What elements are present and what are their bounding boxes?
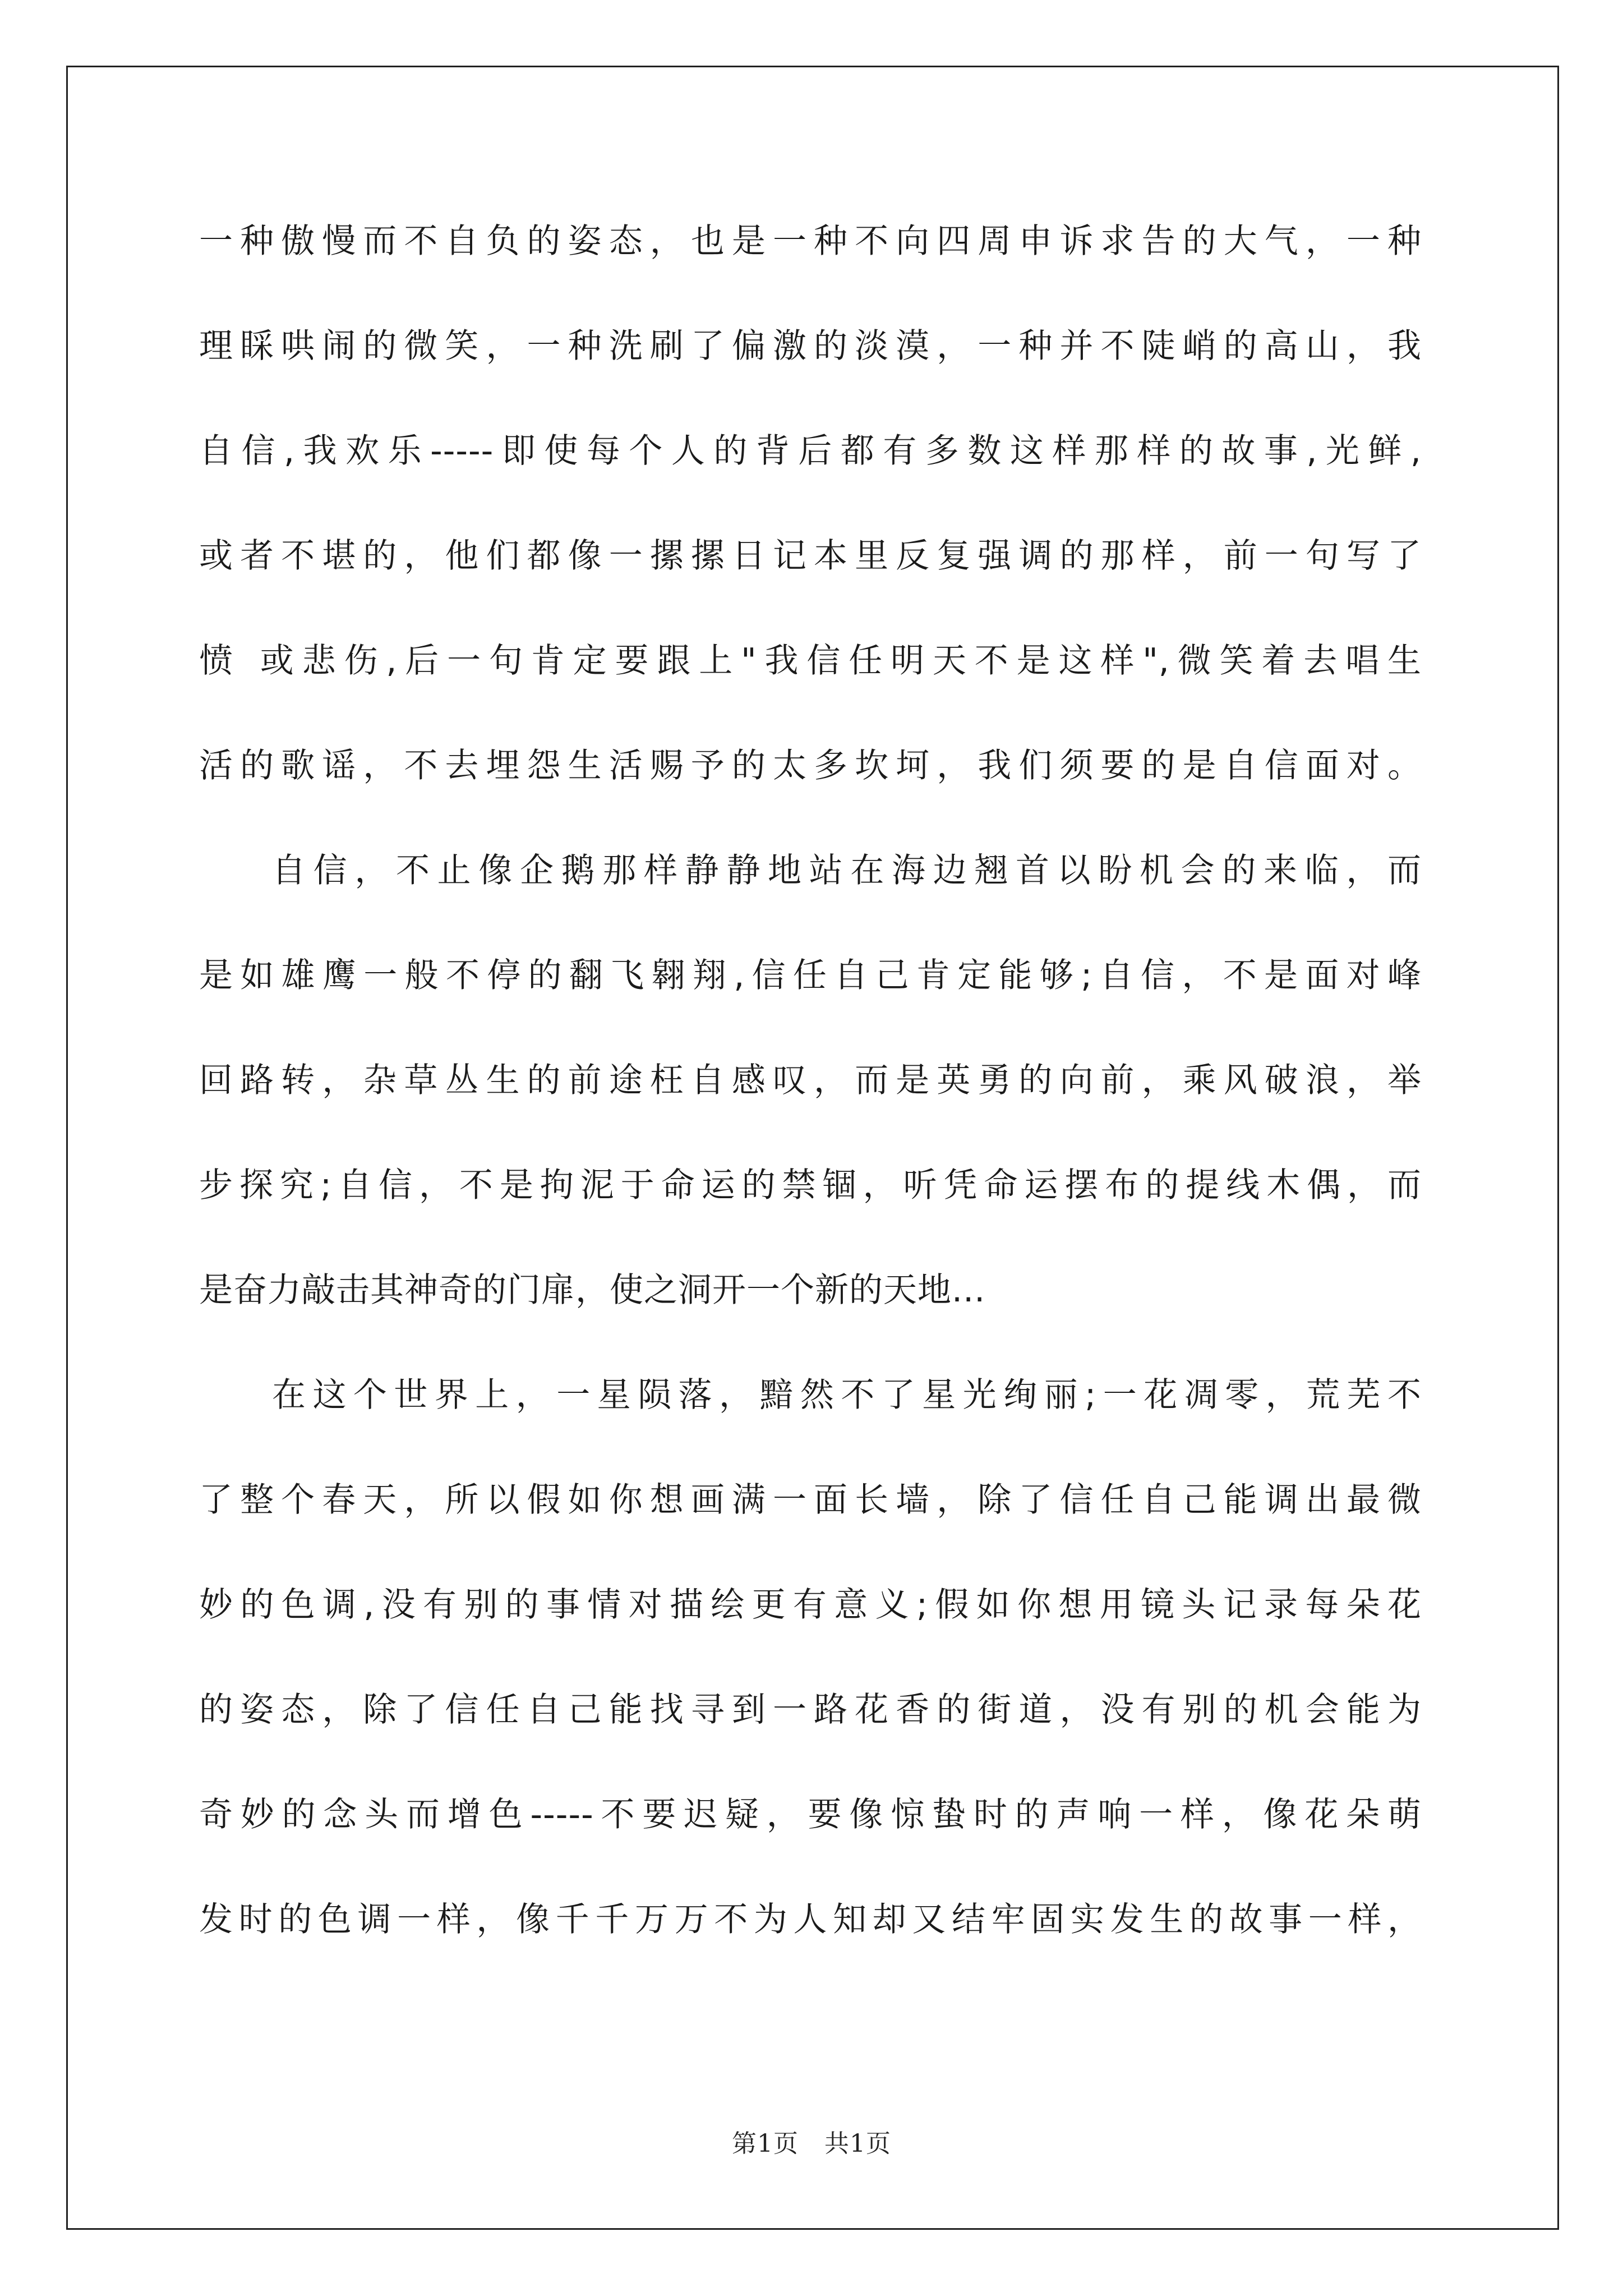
text-line: 或者不堪的，他们都像一摞摞日记本里反复强调的那样，前一句写了 (199, 536, 1422, 576)
text-line: 是奋力敲击其神奇的门扉，使之洞开一个新的天地... (199, 1271, 986, 1310)
text-line: 的姿态，除了信任自己能找寻到一路花香的街道，没有别的机会能为 (199, 1690, 1422, 1729)
text-line: 愤 或悲伤,后一句肯定要跟上"我信任明天不是这样",微笑着去唱生 (199, 641, 1422, 680)
text-line: 妙的色调,没有别的事情对描绘更有意义;假如你想用镜头记录每朵花 (199, 1585, 1422, 1625)
page-number: 第1页 (732, 2129, 799, 2158)
text-line: 是如雄鹰一般不停的翻飞翱翔,信任自己肯定能够;自信，不是面对峰 (199, 956, 1422, 995)
text-line: 发时的色调一样，像千千万万不为人知却又结牢固实发生的故事一样， (199, 1900, 1422, 1939)
text-line: 一种傲慢而不自负的姿态，也是一种不向四周申诉求告的大气，一种 (199, 222, 1422, 261)
text-line: 自信,我欢乐-----即使每个人的背后都有多数这样那样的故事,光鲜, (199, 431, 1422, 471)
text-line: 活的歌谣，不去埋怨生活赐予的太多坎坷，我们须要的是自信面对。 (199, 746, 1422, 785)
text-line: 步探究;自信，不是拘泥于命运的禁锢，听凭命运摆布的提线木偶，而 (199, 1166, 1422, 1205)
text-line: 理睬哄闹的微笑，一种洗刷了偏激的淡漠，一种并不陡峭的高山，我 (199, 326, 1422, 366)
paragraph-first-line: 自信，不止像企鹅那样静静地站在海边翘首以盼机会的来临，而 (272, 851, 1422, 890)
text-line: 了整个春天，所以假如你想画满一面长墙，除了信任自己能调出最微 (199, 1480, 1422, 1520)
paragraph-first-line: 在这个世界上，一星陨落，黯然不了星光绚丽;一花凋零，荒芜不 (272, 1375, 1422, 1415)
text-line: 回路转，杂草丛生的前途枉自感叹，而是英勇的向前，乘风破浪，举 (199, 1061, 1422, 1100)
text-line: 奇妙的念头而增色-----不要迟疑，要像惊蛰时的声响一样，像花朵萌 (199, 1795, 1422, 1834)
page-footer (0, 2123, 1623, 2159)
page-total: 共1页 (824, 2129, 891, 2158)
document-body (199, 224, 1422, 2008)
